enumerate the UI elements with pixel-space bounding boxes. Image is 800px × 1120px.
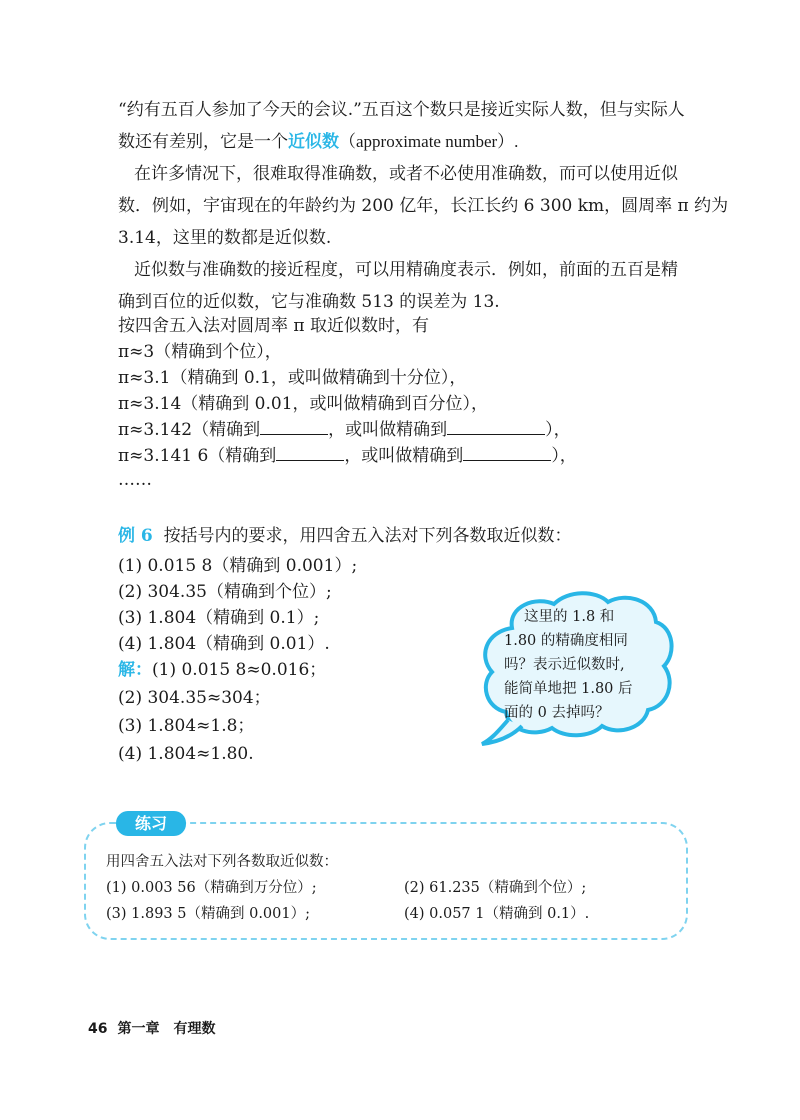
paragraph-line: “约有五百人参加了今天的会议.”五百这个数只是接近实际人数，但与实际人 [118, 100, 685, 120]
text-segment: ）， [545, 420, 571, 440]
pi-approx-line [118, 444, 577, 468]
paragraph-line: 3.14，这里的数都是近似数. [118, 228, 332, 248]
example-question: (3) 1.804（精确到 0.1）; [118, 608, 320, 628]
practice-exercise: (3) 1.893 5（精确到 0.001）; [106, 906, 310, 922]
paragraph-line: 按四舍五入法对圆周率 π 取近似数时，有 [118, 316, 429, 336]
cloud-text-line: 吗？表示近似数时, [504, 657, 625, 673]
example-label: 例 6 [118, 526, 153, 546]
cloud-text-line: 这里的 1.8 和 [524, 609, 615, 625]
practice-exercise: (4) 0.057 1（精确到 0.1）. [404, 906, 590, 922]
pi-approx-line: π≈3.14（精确到 0.01，或叫做精确到百分位）， [118, 394, 489, 414]
text-segment: π≈3.141 6（精确到 [118, 446, 277, 466]
paragraph-line: 确到百位的近似数，它与准确数 513 的误差为 13. [118, 292, 500, 312]
example-prompt: 按括号内的要求，用四舍五入法对下列各数取近似数： [163, 526, 572, 546]
pi-approx-line: π≈3（精确到个位）， [118, 342, 282, 362]
text-segment: ，或叫做精确到 [344, 446, 464, 466]
text-segment: ）， [551, 446, 577, 466]
cloud-text-line: 面的 0 去掉吗？ [504, 705, 610, 721]
page-footer [88, 1018, 215, 1038]
cloud-text-line: 1.80 的精确度相同 [504, 633, 628, 649]
solution-step: (1) 0.015 8≈0.016； [152, 660, 327, 680]
page-number: 46 [88, 1021, 108, 1037]
practice-tag: 练习 [116, 811, 186, 836]
paragraph-line: 在许多情况下，很难取得准确数，或者不必使用准确数，而可以使用近似 [134, 164, 678, 184]
practice-exercise: (1) 0.003 56（精确到万分位）; [106, 880, 317, 896]
practice-exercise: (2) 61.235（精确到个位）; [404, 880, 587, 896]
text-segment: ，或叫做精确到 [328, 420, 448, 440]
key-term: 近似数 [288, 132, 339, 152]
fill-blank [463, 446, 551, 461]
paragraph-line [118, 130, 518, 154]
example-question: (2) 304.35（精确到个位）; [118, 582, 332, 602]
practice-intro: 用四舍五入法对下列各数取近似数： [106, 854, 338, 870]
paragraph-line: 数．例如，宇宙现在的年龄约为 200 亿年，长江长约 6 300 km，圆周率 π 约为 [118, 196, 729, 216]
pi-approx-line: π≈3.1（精确到 0.1，或叫做精确到十分位）， [118, 368, 467, 388]
solution-line: (3) 1.804≈1.8； [118, 716, 255, 736]
solution-line: (2) 304.35≈304； [118, 688, 271, 708]
solution-label: 解： [118, 660, 152, 680]
text-segment: π≈3.142（精确到 [118, 420, 261, 440]
chapter-label: 第一章 [117, 1021, 160, 1037]
text-segment: （approximate number）. [339, 132, 519, 151]
solution-line [118, 658, 326, 682]
solution-line: (4) 1.804≈1.80. [118, 744, 254, 764]
cloud-text-line: 能简单地把 1.80 后 [504, 681, 633, 697]
example-heading [118, 524, 572, 548]
fill-blank [276, 446, 344, 461]
ellipsis: …… [118, 470, 152, 490]
pi-approx-line [118, 418, 571, 442]
fill-blank [447, 420, 545, 435]
example-question: (4) 1.804（精确到 0.01）. [118, 634, 330, 654]
text-segment: 数还有差别，它是一个 [118, 132, 288, 152]
paragraph-line: 近似数与准确数的接近程度，可以用精确度表示．例如，前面的五百是精 [134, 260, 678, 280]
chapter-title: 有理数 [173, 1021, 216, 1037]
fill-blank [260, 420, 328, 435]
example-question: (1) 0.015 8（精确到 0.001）; [118, 556, 358, 576]
